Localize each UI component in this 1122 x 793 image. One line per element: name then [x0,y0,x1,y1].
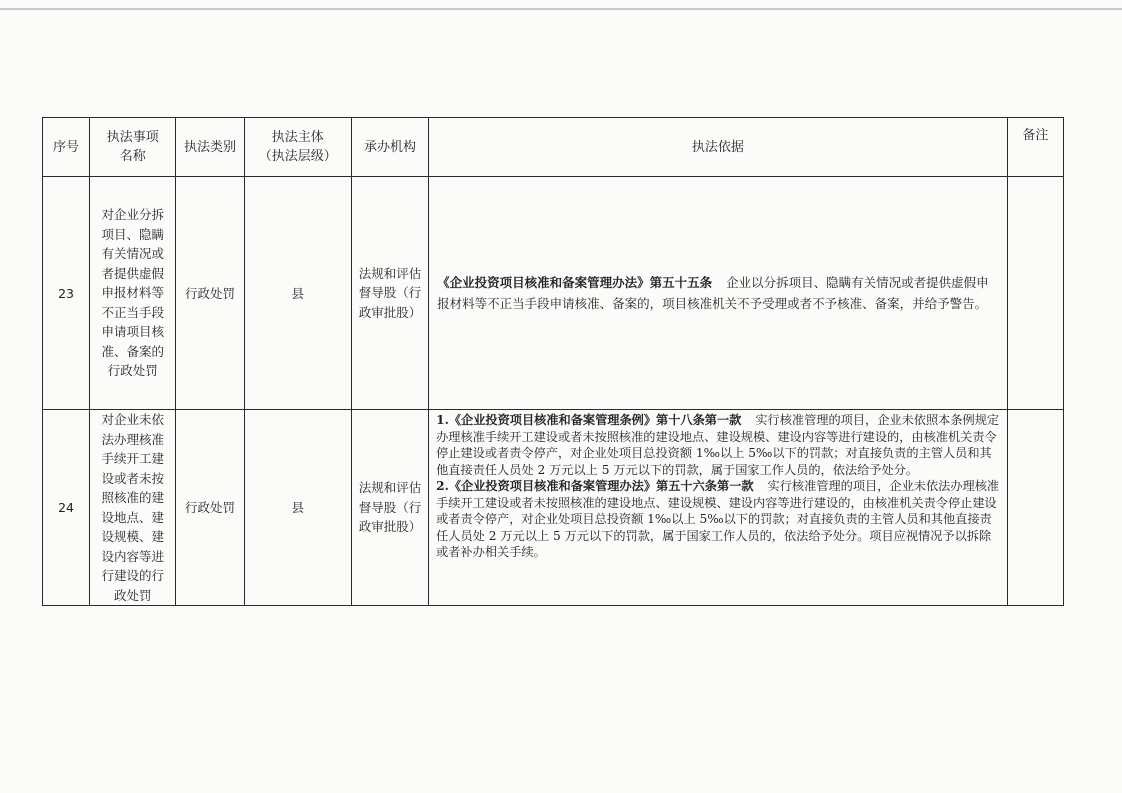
table-row [43,410,1064,606]
row-seq: 23 [43,177,90,410]
table-row [43,177,1064,410]
row-item-name: 对企业未依法办理核准手续开工建设或者未按照核准的建设地点、建设规模、建设内容等进行建设的行政处罚 [90,410,176,606]
row-note [1007,177,1063,410]
basis-clause-2 [436,478,1000,561]
law-enforcement-table [42,117,1064,606]
header-agency: 承办机构 [351,118,428,177]
basis-law-text: 实行核准管理的项目，企业未依照本条例规定办理核准手续开工建设或者未按照核准的建设地点、建设规模、建设内容等进行建设的，由核准机关责令停止建设或者责令停产，对企业处项目总投资额 1‰以上 5‰以下的罚款；对直接负责的主管人员和其他直接责任人员处 2 万元以上 5 万元以下的罚款，属于国家工作人员的，依法给予处分。 [436,413,1000,477]
row-level: 县 [244,410,351,606]
row-basis [429,177,1008,410]
row-seq: 24 [43,410,90,606]
row-basis [429,410,1008,606]
header-item-line1: 执法事项 [106,130,159,145]
row-category: 行政处罚 [176,177,244,410]
basis-law-title: 2.《企业投资项目核准和备案管理办法》第五十六条第一款 [436,479,754,493]
header-basis: 执法依据 [429,118,1008,177]
header-item-line2: 名称 [119,149,146,164]
basis-law-text: 实行核准管理的项目，企业未依法办理核准手续开工建设或者未按照核准的建设地点、建设规模、建设内容等进行建设的，由核准机关责令停止建设或者责令停产，对企业处项目总投资额 1‰以上 5‰以下的罚款；对直接负责的主管人员和其他直接责任人员处 2 万元以上 5 万元以下的罚款，属于国家工作人员的，依法给予处分。项目应视情况予以拆除或者补办相关手续。 [436,479,1000,559]
header-subject-line2: （执法层级） [258,149,337,164]
basis-law-text: 企业以分拆项目、隐瞒有关情况或者提供虚假申报材料等不正当手段申请核准、备案的，项目核准机关不予受理或者不予核准、备案，并给予警告。 [437,275,989,311]
basis-clause-1 [436,412,1000,478]
row-category: 行政处罚 [176,410,244,606]
table-header-row [43,118,1064,177]
header-subject-line1: 执法主体 [271,130,324,145]
row-agency: 法规和评估督导股（行政审批股） [351,410,428,606]
header-note: 备注 [1007,118,1063,177]
basis-law-title: 《企业投资项目核准和备案管理办法》第五十五条 [437,275,713,290]
row-level: 县 [244,177,351,410]
header-subject [244,118,351,177]
header-seq: 序号 [43,118,90,177]
row-item-name: 对企业分拆项目、隐瞒有关情况或者提供虚假申报材料等不正当手段申请项目核准、备案的行政处罚 [90,177,176,410]
header-category: 执法类别 [176,118,244,177]
header-item-name [90,118,176,177]
scan-edge-line [0,8,1122,10]
basis-law-title: 1.《企业投资项目核准和备案管理条例》第十八条第一款 [436,413,742,427]
row-agency: 法规和评估督导股（行政审批股） [351,177,428,410]
row-note [1007,410,1063,606]
